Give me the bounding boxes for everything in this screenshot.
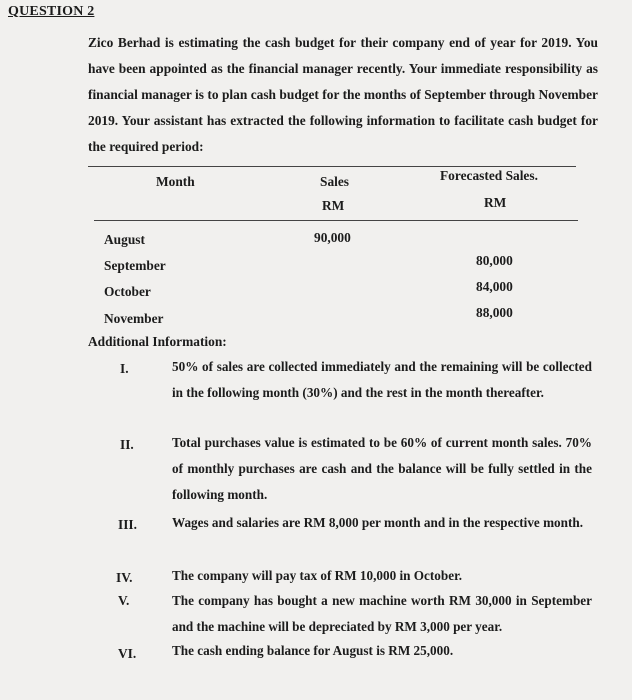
item-text: The company will pay tax of RM 10,000 in October. (172, 568, 463, 583)
item-numeral: I. (120, 361, 129, 376)
header-forecast-unit: RM (484, 195, 507, 210)
item-text: Total purchases value is estimated to be 60% of current month sales. 70% of monthly purchases are cash and the balance will be fully settled in the following month. (172, 435, 592, 502)
table-row-month: August (104, 232, 145, 247)
item-text: 50% of sales are collected immediately and the remaining will be collected in the following month (30%) and the rest in the month thereafter. (172, 359, 592, 400)
table-cell-forecast: 88,000 (476, 305, 513, 320)
item-text: The company has bought a new machine worth RM 30,000 in September and the machine will be depreciated by RM 3,000 per year. (172, 593, 592, 634)
header-sales-unit: RM (322, 198, 345, 213)
table-cell-forecast: 84,000 (476, 279, 513, 294)
header-month: Month (156, 174, 195, 189)
item-text: Wages and salaries are RM 8,000 per month and in the respective month. (172, 515, 584, 530)
table-cell-forecast: 80,000 (476, 253, 513, 268)
item-numeral: III. (118, 517, 137, 532)
table-top-rule (88, 166, 576, 167)
table-row-month: November (104, 311, 164, 326)
item-numeral: IV. (116, 570, 133, 585)
item-numeral: II. (120, 437, 134, 452)
item-numeral: V. (118, 593, 130, 608)
item-numeral: VI. (118, 646, 137, 661)
table-row-month: September (104, 258, 166, 273)
table-row-month: October (104, 284, 151, 299)
table-header-rule (94, 220, 578, 221)
header-forecast: Forecasted Sales. (440, 168, 538, 183)
table-cell-sales: 90,000 (314, 230, 351, 245)
header-sales: Sales (320, 174, 350, 189)
item-text: The cash ending balance for August is RM 25,000. (172, 643, 454, 658)
additional-info-title: Additional Information: (88, 334, 227, 349)
question-heading: QUESTION 2 (8, 4, 95, 19)
question-intro: Zico Berhad is estimating the cash budget for their company end of year for 2019. You have been appointed as the financial manager recently. Your immediate responsibility as financial manager is to plan cash budget for the months of September through November 2019. Your assistant has extracted the following information to facilitate cash budget for the required period: (88, 35, 598, 154)
